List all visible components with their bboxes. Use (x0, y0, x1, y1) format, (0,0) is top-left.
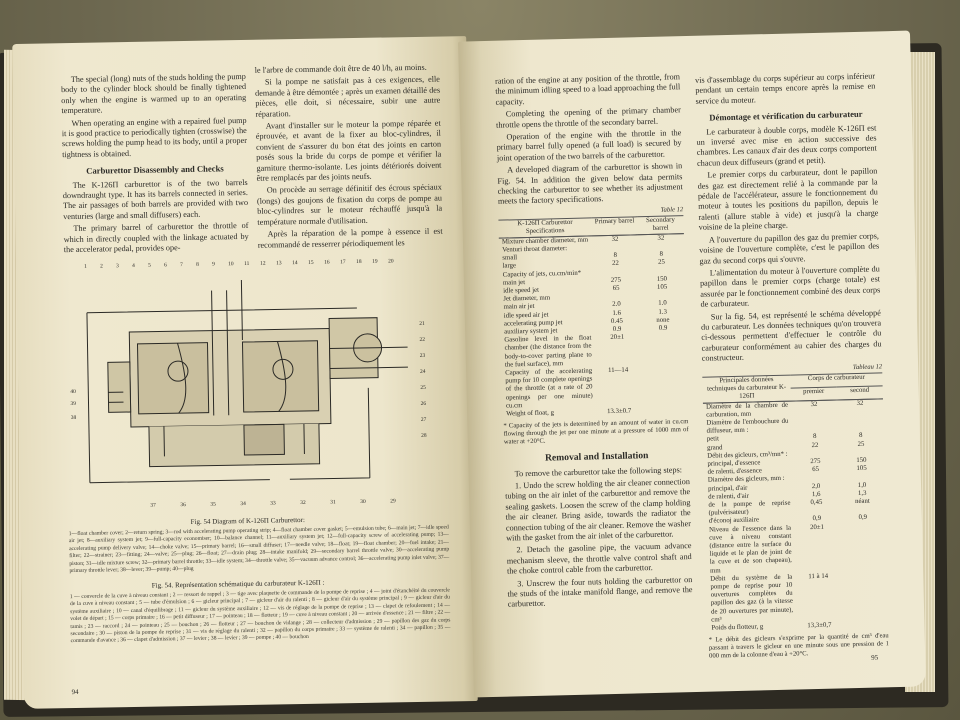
figure-callout: 29 (390, 498, 396, 505)
figure-callout: 19 (372, 258, 378, 265)
table-cell: small (502, 254, 518, 262)
table-cell: 275 (610, 276, 622, 284)
table-cell: main air jet (503, 303, 535, 311)
figure-callout: 1 (84, 263, 87, 270)
table-row (501, 332, 687, 369)
table-cell: Venturi throat diameter: (502, 244, 568, 254)
section-heading: Removal and Installation (544, 450, 649, 464)
table-cell: 0.45 (610, 317, 623, 325)
table-cell (842, 620, 888, 629)
figure-callout: 32 (300, 499, 306, 507)
table-cell: 32 (657, 234, 665, 242)
table-cell: none (656, 316, 670, 324)
table-row (706, 522, 887, 576)
table-cell: 0,45 (810, 498, 823, 507)
figure-callout: 17 (340, 259, 346, 266)
table-cell: Diamètre des gicleurs, mm : (707, 475, 785, 485)
table-cell: Gasoline level in the float chamber (the distance from the body-to-cover parting plane to the fuel surface), mm (504, 334, 592, 369)
table-cell: principal, d'essence (707, 459, 761, 468)
paragraph: A developed diagram of the carburettor is shown in Fig. 54. In addition the given below data permits checking the carburettor to see whether its adjustment meets the factory specifications. (497, 161, 683, 207)
left-page-column-1 (61, 72, 249, 258)
table-cell: 32 (810, 400, 818, 408)
table-cell: 13.3±0.7 (606, 407, 632, 416)
table-footnote: * Capacity of the jets is determined by an amount of water in cu.cm flowing through the jet per one minute at a pressure of 1000 mm of water at +20°C. (503, 418, 689, 446)
table-footnote: * Le débit des gicleurs s'exprime par la quantité de cm³ d'eau passant à travers le gicleur en une minute sous une pression de 1 000 mm de la colonne d'eau à +20°C. (708, 632, 889, 660)
table-cell: 8 (613, 251, 618, 259)
paragraph: When operating an engine with a repaired fuel pump it is good practice to periodically tighten (crosswise) the screws holding the pump head to its body, until a proper tightness is obtained. (61, 115, 248, 160)
table-cell: 150 (856, 456, 867, 465)
paragraph: The special (long) nuts of the studs holding the pump body to the cylinder block should be finally tightened only when the engine is warmed up to an operating temperature. (60, 71, 247, 116)
table-cell: de ralenti, d'essence (707, 467, 762, 476)
table-cell: petit (706, 435, 720, 444)
spec-table-english (498, 215, 688, 418)
table-cell: Poids du flotteur, g (711, 623, 764, 632)
table-cell: idle speed jet (503, 286, 540, 295)
figure-callout: 4 (132, 262, 135, 269)
paragraph: Avant d'installer sur le moteur la pompe réparée et éprouvée, et avant de la fixer au bloc-cylindres, il convient de s'assurer du bon état des joints en carton posés sous la bride du corps de pompe et vérifier la garniture thermo-isolante. Les joints détériorés doivent être remplacés par des joints neufs. (255, 118, 442, 183)
paragraph: Le premier corps du carburateur, dont le papillon des gaz est directement relié à la commande par la pédale de l'accélérateur, assure le fonctionnement du moteur à toutes les positions du papillon, depuis le ralenti (allure stable à vide) et jusqu'à la charge voisine de la pleine charge. (697, 166, 879, 233)
paragraph: Si la pompe ne satisfait pas à ces exigences, elle demande à être démontée ; après un examen détaillé des pièces, elle doit, si nécessaire, subir une autre réparation. (255, 74, 441, 119)
paragraph: Après la réparation de la pompe à essence il est recommandé de resserrer périodiquement les (257, 226, 443, 250)
table-cell: Mixture chamber diameter, mm (501, 236, 589, 246)
table-cell: grand (706, 443, 723, 452)
table-cell: 1.6 (612, 309, 622, 317)
figure-callout: 22 (419, 336, 426, 343)
table-cell: Débit des gicleurs, cm³/mn* : (707, 450, 788, 460)
left-page (12, 36, 478, 709)
table-cell: 275 (810, 457, 821, 466)
figure-callout: 11 (244, 260, 250, 267)
paragraph: Operation of the engine with the throttle in the primary barrel fully opened (a full load) is secured by joint operation of the two barrels of the carburettor. (496, 128, 682, 163)
table-cell: auxiliary system jet (504, 327, 558, 336)
figure-callout: 25 (420, 384, 426, 391)
table-header-cell: premier (791, 387, 837, 401)
table-cell: Diamètre de l'embouchure du diffuseur, mm : (706, 417, 789, 435)
figure-callout: 26 (420, 400, 427, 407)
table-cell: principal, d'air (707, 484, 748, 493)
figure-legend-french: 1 — couvercle de la cuve à niveau constant ; 2 — ressort de rappel ; 3 — tige avec plaquette de commande de la pompe de reprise ; 4 — joint d'étanchéité du couvercle de la cuve à niveau constant ; 5 — tube d'émulsion ; 6 — gicleur principal ; 7 — gicleur d'air du ralenti ; 8 — gicleur d'air du système principal ; 9 — gicleur d'air du système auxiliaire ; 10 — canal d'équilibrage ; 11 — gicleur du système auxiliaire ; 12 — vis de réglage de la pompe de reprise ; 13 — clapet de refoulement ; 14 — volet de départ ; 15 — corps primaire ; 16 — petit diffuseur ; 17 — pointeau ; 18 — flotteur ; 19 — cuve à niveau constant ; 20 — arrivée d'essence ; 21 — filtre ; 22 — tamis ; 23 — raccord ; 24 — pointeau ; 25 — bouchon ; 26 — flotteur ; 27 — bouchon de vidange ; 28 — collecteur d'admission ; 29 — papillon des gaz du corps secondaire ; 30 — piston de la pompe de reprise ; 31 — vis de réglage du ralenti ; 32 — papillon du corps primaire ; 33 — système de ralenti ; 34 — papillon ; 35 — commande d'avance ; 36 — clapet d'admission ; 37 — levier ; 38 — levier ; 39 — pompe ; 40 — bouchon (69, 587, 451, 645)
figure-callout: 2 (100, 263, 103, 270)
figure-callout: 5 (148, 262, 151, 269)
left-page-column-2 (255, 63, 443, 253)
table-cell: 11 à 14 (808, 572, 829, 581)
figure-callout: 9 (212, 261, 215, 268)
table-cell: Capacity of jets, cu.cm/min* (502, 269, 582, 279)
section-heading: Démontage et vérification du carburateur (709, 108, 863, 123)
figure-callout: 24 (419, 368, 426, 375)
table-cell: 25 (658, 258, 665, 267)
page-number: 95 (871, 653, 879, 662)
right-page-column-2 (695, 71, 889, 660)
figure-callout: 37 (150, 502, 156, 509)
figure-callout: 21 (419, 320, 425, 327)
figure-caption-french: Fig. 54. Représentation schématique du carburateur K-126Π : (151, 578, 325, 590)
table-cell: de ralenti, d'air (708, 492, 749, 501)
paragraph: To remove the carburettor take the following steps: (514, 464, 683, 478)
table-cell: 105 (856, 464, 867, 473)
paragraph: L'alimentation du moteur à l'ouverture complète du papillon dans le premier corps (charge totale) est assurée par le fonctionnement combiné des deux corps de carburateur. (699, 264, 881, 309)
table-cell: 1,6 (811, 490, 821, 498)
table-body (703, 398, 889, 633)
table-header-cell: Principales données techniques du carburateur K-126Π (702, 375, 791, 403)
table-cell: 0,9 (812, 515, 822, 523)
table-label: Tableau 12 (852, 362, 883, 371)
carburettor-diagram (66, 247, 441, 518)
figure-callout: 33 (270, 500, 276, 507)
table-cell: 8 (659, 250, 664, 258)
table-cell: 8 (859, 432, 863, 440)
table-cell: de la pompe de reprise (pulvérisateur) (708, 499, 791, 517)
right-page (458, 31, 926, 698)
table-cell: Niveau de l'essence dans la cuve à niveau constant (distance entre la surface du liquide et le plan de joint de la cuve et de son chapeau), mm (708, 524, 792, 575)
figure-callout: 34 (240, 501, 246, 508)
table-cell: 32 (611, 235, 619, 243)
table-cell: 65 (612, 284, 620, 292)
table-cell: 13,3±0,7 (807, 621, 832, 630)
page-number: 94 (71, 687, 79, 697)
figure-callout: 6 (164, 262, 167, 269)
figure-callout: 7 (180, 262, 183, 269)
paragraph: Le carburateur à double corps, modèle K-126Π est un inversé avec mise en action successive des chambres. Les canaux d'air des deux corps comportent chacun deux diffuseurs (grand et petit). (696, 123, 877, 168)
spec-table-french (702, 372, 888, 633)
table-cell (841, 571, 888, 621)
table-header-cell: K-126Π Carburettor Specifications (498, 218, 591, 238)
table-cell: Weight of float, g (506, 409, 555, 418)
table-cell: idle speed air jet (503, 311, 549, 320)
table-cell: 25 (857, 440, 865, 448)
table-cell: main jet (502, 278, 526, 287)
table-cell (840, 522, 887, 572)
figure-callout: 36 (180, 502, 186, 509)
figure-callout: 38 (70, 414, 77, 422)
paragraph: Sur la fig. 54, est représenté le schéma développé du carburateur. Les données techniques qu'on trouvera ci-dessous permettent d'effectuer le contrôle du carburateur conformément au cahier des charges du constructeur. (700, 307, 882, 363)
table-cell: 2.0 (612, 301, 621, 309)
table-cell: 1,0 (857, 481, 867, 489)
table-cell (640, 332, 687, 366)
figure-callout: 14 (292, 260, 298, 267)
table-cell: Jet diameter, mm (503, 294, 551, 303)
table-cell: accelerating pump jet (503, 318, 563, 328)
table-cell: 20±1 (809, 523, 825, 531)
table-cell: 0,9 (858, 514, 868, 522)
figure-callout: 40 (70, 388, 76, 396)
figure-callout: 12 (260, 260, 266, 267)
figure-callout: 35 (210, 501, 216, 508)
table-label: Table 12 (660, 206, 684, 214)
table-cell: Diamètre de la chambre de carburation, mm (705, 401, 789, 419)
figure-callout: 39 (70, 400, 77, 408)
figure-callout: 10 (228, 261, 234, 268)
table-cell: 65 (812, 466, 820, 474)
right-page-column-1 (495, 72, 693, 612)
table-header-cell: Corps de carburateur (790, 373, 882, 388)
table-cell (837, 415, 883, 433)
table-header-cell: second (837, 386, 883, 400)
figure-callout: 16 (324, 259, 330, 266)
paragraph: vis d'assemblage du corps supérieur au corps inférieur pendant un certain temps encore après la remise en service du moteur. (694, 71, 876, 106)
table-cell: 150 (656, 275, 668, 283)
paragraph: 1. Undo the screw holding the air cleaner connection tubing on the air inlet of the carburettor and remove the sealing gaskets. Loosen the screw of the clamp holding the air cleaner. Bring aside, towards the radiator the connection tubing of the air cleaner. Remove the washer with the gasket from the air inlet of the carburettor. (505, 477, 691, 543)
table-cell (791, 416, 837, 434)
figure-callout: 28 (421, 432, 427, 439)
figure-callout: 30 (360, 498, 366, 506)
table-cell: 105 (656, 283, 668, 291)
table-row (707, 571, 888, 625)
table-cell: 2,0 (811, 482, 821, 490)
figure-callout: 3 (116, 263, 119, 270)
table-header-cell: Primary barrel (591, 217, 637, 236)
table-cell: 0.9 (658, 324, 668, 332)
table-cell: Débit du système de la pompe de reprise pour 10 ouvertures complètes du papillon des gaz (à la vitesse de 20 ouvertures par minute), cm³ (710, 573, 794, 624)
table-row (502, 365, 688, 411)
paragraph: Completing the opening of the primary chamber throttle opens the throttle of the secondary barrel. (495, 105, 681, 130)
paragraph: The primary barrel of carburettor the throttle of which in directly coupled with the linkage actuated by the accelerator pedal, provides ope- (63, 221, 249, 255)
paragraph: A l'ouverture du papillon des gaz du premier corps, voisine de l'ouverture complète, c'est le papillon des gaz du second corps qui s'ouvre. (699, 231, 880, 266)
paragraph: 2. Detach the gasoline pipe, the vacuum advance mechanism sleeve, the throttle valve control shaft and the choke control cable from the carburettor. (506, 541, 692, 576)
table-cell: 8 (813, 433, 817, 441)
paragraph: The K-126Π carburettor is of the two barrels downdraught type. It has its barrels connected in series. The air passages of both barrels are provided with two venturies (large and small diffusers) each. (62, 177, 249, 222)
table-cell: 22 (612, 260, 620, 268)
figure-callout: 8 (196, 261, 199, 268)
figure-callout: 20 (388, 258, 394, 265)
table-cell: 32 (856, 399, 864, 407)
table-cell: 22 (811, 441, 819, 449)
figure-caption: Fig. 54 Diagram of K-126Π Carburettor: (190, 515, 305, 526)
table-body (499, 233, 688, 418)
table-cell: Capacity of the accelerating pump for 10 complete openings of the throttle (at a rate of 20 openings per one minute) cu.cm (505, 367, 593, 410)
paragraph: ration of the engine at any position of the throttle, from the minimum idling speed to a load approaching the full capacity. (494, 72, 681, 107)
paragraph: le l'arbre de commande doit être de 40 l/h, au moins. (254, 62, 427, 75)
table-cell: 1.3 (658, 308, 668, 316)
table-cell (642, 406, 688, 415)
table-cell: 11—14 (607, 366, 629, 374)
table-cell: néant (854, 497, 870, 506)
table-cell: 0.9 (612, 325, 622, 333)
section-heading: Carburettor Disassembly and Checks (86, 163, 224, 176)
table-cell: large (502, 262, 517, 270)
paragraph: 3. Unscrew the four nuts holding the carburettor on the studs of the intake manifold flange, and remove the carburettor. (507, 574, 693, 610)
figure-legend-english: 1—float chamber cover; 2—return spring; 3—rod with accelerating pump operating strip; 4—float chamber cover gasket; 5—emulsion tube; 6—main jet; 7—idle speed air jet; 8—auxiliary system jet; 9—full-capacity economiser; 10—balance channel; 11—auxiliary system jet; 12—full-capacity screw of accelerating pump; 13—accelerating pump delivery valve; 14—choke valve; 15—primary barrel; 16—small diffuser; 17—needle valve; 18—float; 19—float chamber; 20—fuel intake; 21—filter; 22—strainer; 23—fitting; 24—valve; 25—plug; 26—float; 27—drain plug; 28—intake manifold; 29—secondary barrel throttle valve; 30—accelerating pump piston; 31—idle mixture screw; 32—primary barrel throttle; 33—idle system; 34—throttle valve; 35—vacuum advance control; 36—accelerating pump inlet valve; 37—primary throttle lever; 38—lever; 39—pump; 40—plug (68, 524, 450, 575)
table-cell: 1.0 (658, 299, 667, 308)
table-cell: 20±1 (610, 333, 625, 342)
figure-callout: 31 (330, 499, 336, 506)
paragraph: On procède au serrage définitif des écrous spéciaux (longs) des goujons de fixation du corps de pompe au bloc-cylindres sur le moteur réchauffé jusqu'à la température normale d'utilisation. (256, 183, 443, 227)
figure-callout: 13 (276, 260, 282, 267)
table-cell: 1,3 (857, 489, 867, 497)
figure-callout: 23 (419, 352, 426, 359)
figure-callout: 18 (356, 258, 362, 266)
table-header-cell: Secondary barrel (637, 216, 683, 235)
figure-callout: 15 (308, 259, 314, 266)
table-cell: d'éconoj auxiliaire (708, 516, 760, 526)
figure-callout: 27 (420, 416, 427, 423)
table-cell (641, 365, 688, 407)
